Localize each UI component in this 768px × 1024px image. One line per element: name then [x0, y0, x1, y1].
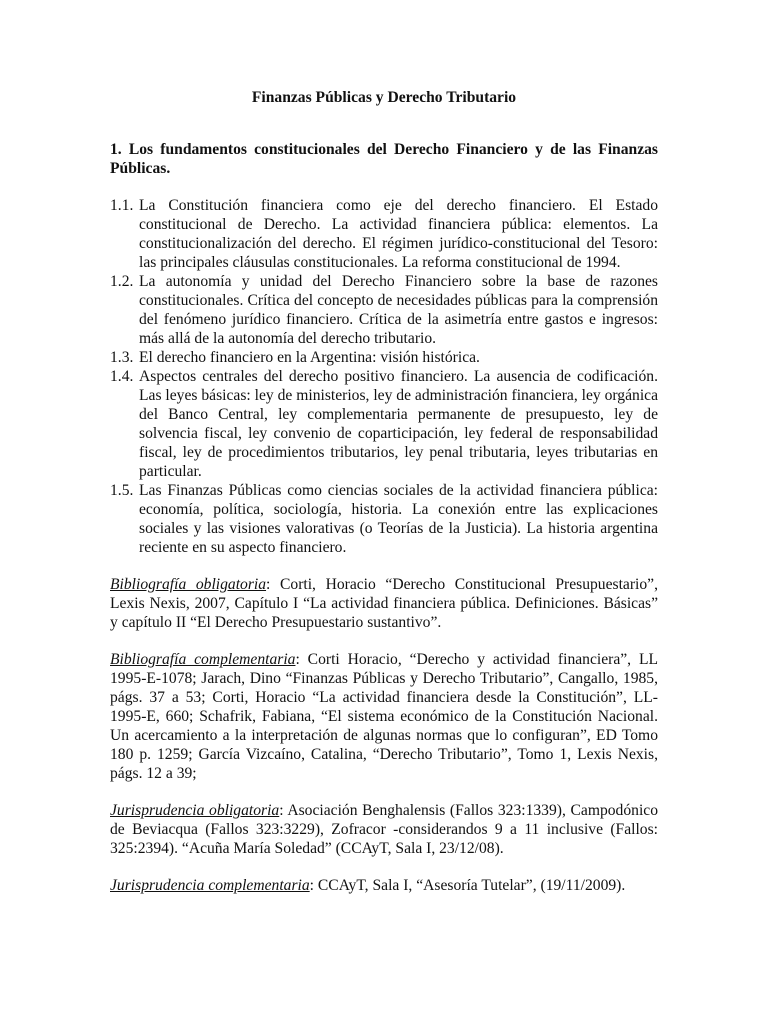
- topic-number: 1.1.: [110, 197, 134, 214]
- topic-item: [110, 348, 658, 367]
- topic-item: [110, 367, 658, 481]
- document-title: Finanzas Públicas y Derecho Tributario: [251, 89, 517, 106]
- topic-text: Aspectos centrales del derecho positivo financiero. La ausencia de codificación. Las leyes básicas: ley de ministerios, ley de administración financiera, ley orgánica del Banco Central, ley complementaria permanente de presupuesto, ley de solvencia fiscal, ley convenio de coparticipación, ley federal de responsabilidad fiscal, ley de procedimientos tributarios, ley penal tributaria, leyes tributarias en particular.: [139, 368, 658, 480]
- topic-number: 1.2.: [110, 273, 134, 290]
- topic-list: [110, 196, 658, 557]
- case-law-complementary-text: : CCAyT, Sala I, “Asesoría Tutelar”, (19/11/2009).: [309, 877, 626, 894]
- topic-text: El derecho financiero en la Argentina: visión histórica.: [139, 349, 480, 366]
- bibliography-complementary-label: Bibliografía complementaria: [110, 651, 296, 668]
- case-law-required: [110, 801, 658, 858]
- bibliography-complementary: [110, 650, 658, 783]
- section-heading: 1. Los fundamentos constitucionales del Derecho Financiero y de las Finanzas Públicas.: [110, 141, 658, 177]
- topic-text: La Constitución financiera como eje del derecho financiero. El Estado constitucional de Derecho. La actividad financiera pública: elementos. La constitucionalización del derecho. El régimen jurídico-constitucional del Tesoro: las principales cláusulas constitucionales. La reforma constitucional de 1994.: [139, 197, 658, 271]
- topic-number: 1.5.: [110, 482, 134, 499]
- topic-number: 1.3.: [110, 349, 134, 366]
- topic-text: La autonomía y unidad del Derecho Financiero sobre la base de razones constitucionales. Crítica del concepto de necesidades públicas para la comprensión del fenómeno jurídico financiero. Crítica de la asimetría entre gastos e ingresos: más allá de la autonomía del derecho tributario.: [139, 273, 658, 347]
- case-law-required-label: Jurisprudencia obligatoria: [110, 802, 280, 819]
- case-law-required-text: : Asociación Benghalensis (Fallos 323:1339), Campodónico de Beviacqua (Fallos 323:3229), Zofracor -considerandos 9 a 11 inclusive (Fallos: 325:2394). “Acuña María Soledad” (CCAyT, Sala I, 23/12/08).: [110, 802, 658, 857]
- case-law-complementary-label: Jurisprudencia complementaria: [110, 877, 310, 894]
- topic-number: 1.4.: [110, 368, 134, 385]
- bibliography-complementary-text: : Corti Horacio, “Derecho y actividad financiera”, LL 1995-E-1078; Jarach, Dino “Finanzas Públicas y Derecho Tributario”, Cangallo, 1985, págs. 37 a 53; Corti, Horacio “La actividad financiera desde la Constitución”, LL-1995-E, 660; Schafrik, Fabiana, “El sistema económico de la Constitución Nacional. Un acercamiento a la interpretación de algunas normas que lo configuran”, ED Tomo 180 p. 1259; García Vizcaíno, Catalina, “Derecho Tributario”, Tomo 1, Lexis Nexis, págs. 12 a 39;: [110, 651, 658, 782]
- topic-item: [110, 272, 658, 348]
- case-law-complementary: [110, 876, 658, 895]
- bibliography-required: [110, 575, 658, 632]
- bibliography-required-label: Bibliografía obligatoria: [110, 576, 267, 593]
- bibliography-required-text: : Corti, Horacio “Derecho Constitucional Presupuestario”, Lexis Nexis, 2007, Capítulo I “La actividad financiera pública. Definiciones. Básicas” y capítulo II “El Derecho Presupuestario sustantivo”.: [110, 576, 658, 631]
- topic-text: Las Finanzas Públicas como ciencias sociales de la actividad financiera pública: economía, política, sociología, historia. La conexión entre las explicaciones sociales y las visiones valorativas (o Teorías de la Justicia). La historia argentina reciente en su aspecto financiero.: [139, 482, 658, 556]
- topic-item: [110, 481, 658, 557]
- topic-item: [110, 196, 658, 272]
